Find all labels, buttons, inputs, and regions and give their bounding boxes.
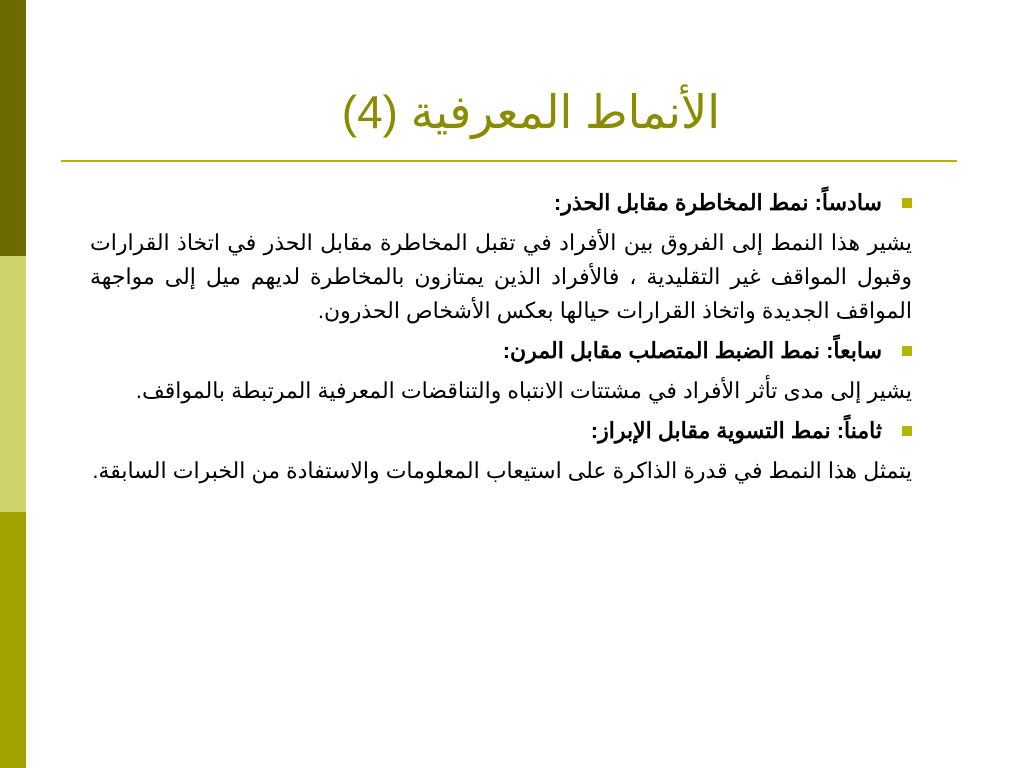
side-bar-segment-olive <box>0 512 26 768</box>
bullet-paragraph: يشير إلى مدى تأثر الأفراد في مشتتات الانتباه والتناقضات المعرفية المرتبطة بالمواقف. <box>135 378 912 403</box>
square-bullet-icon <box>902 346 912 356</box>
side-color-bar <box>0 0 26 768</box>
bullet-heading-text: ثامناً: نمط التسوية مقابل الإبراز: <box>590 418 882 443</box>
side-bar-segment-dark <box>0 0 26 256</box>
bullet-heading-text: سابعاً: نمط الضبط المتصلب مقابل المرن: <box>502 338 882 363</box>
square-bullet-icon <box>902 198 912 208</box>
slide-title: الأنماط المعرفية (4) <box>341 86 720 138</box>
bullet-paragraph: يتمثل هذا النمط في قدرة الذاكرة على استيعاب المعلومات والاستفادة من الخبرات السابقة. <box>92 458 912 483</box>
bullet-paragraph: يشير هذا النمط إلى الفروق بين الأفراد في تقبل المخاطرة مقابل الحذر في اتخاذ القرارات وقبول المواقف غير التقليدية ، فالأفراد الذين يمتازون بالمخاطرة لديهم ميل إلى مواجهة المواقف الجديدة واتخاذ القرارات حيالها بعكس الأشخاص الحذرون. <box>90 230 912 323</box>
bullet-heading-rigid-vs-flexible <box>90 336 912 366</box>
bullet-heading-leveling-vs-sharpening <box>90 416 912 446</box>
side-bar-segment-light <box>0 256 26 512</box>
bullet-heading-risk-vs-caution <box>90 188 912 218</box>
slide-content <box>90 188 912 496</box>
square-bullet-icon <box>902 426 912 436</box>
bullet-heading-text: سادساً: نمط المخاطرة مقابل الحذر: <box>553 190 882 215</box>
title-divider <box>61 160 957 162</box>
